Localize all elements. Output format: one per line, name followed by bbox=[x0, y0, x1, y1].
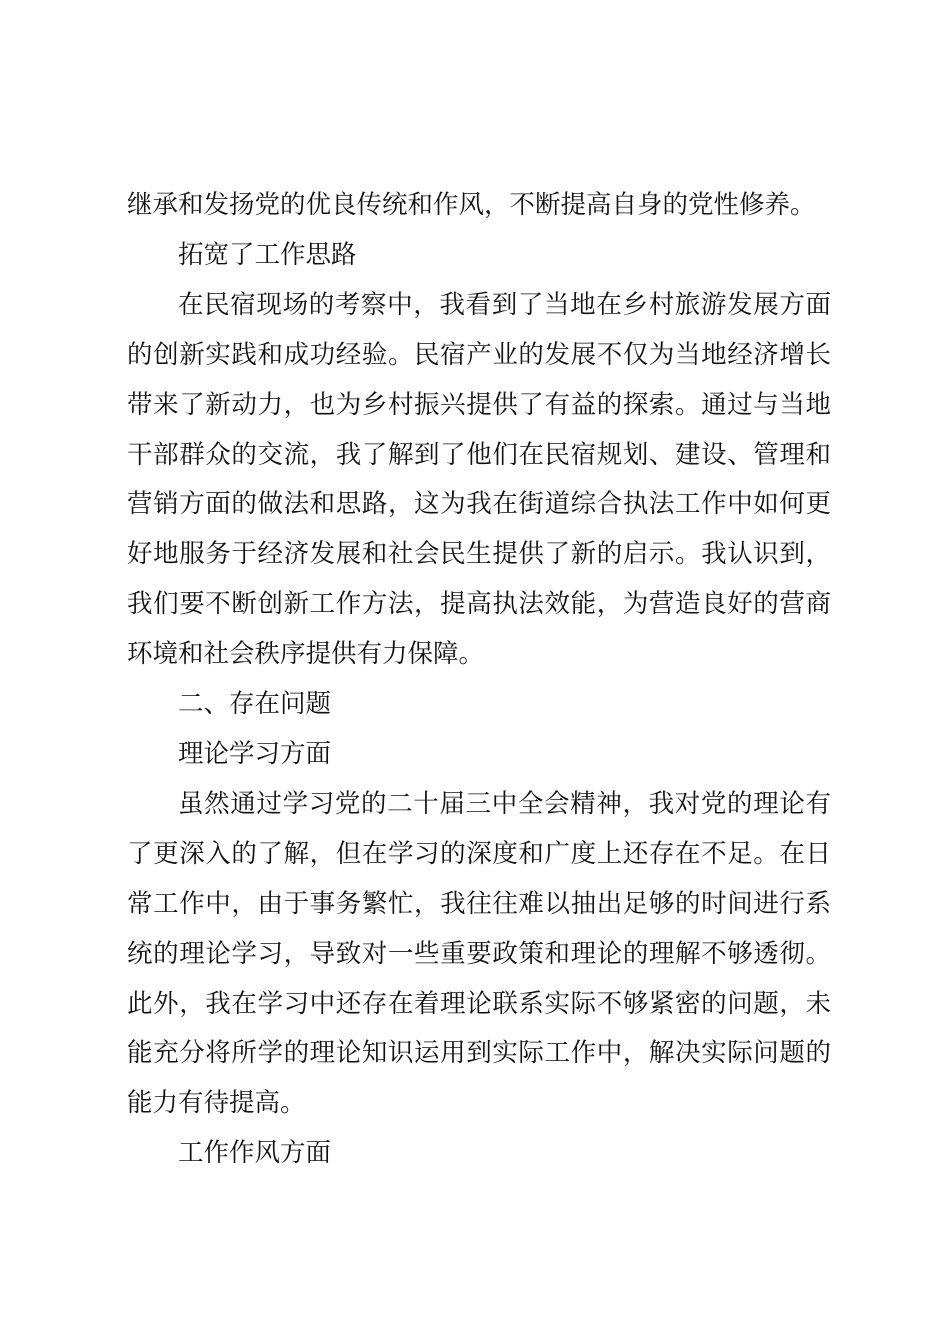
text-line: 了更深入的了解，但在学习的深度和广度上还存在不足。在日 bbox=[127, 838, 831, 869]
body-paragraph-homestay bbox=[127, 281, 831, 680]
text-line: 营销方面的做法和思路，这为我在街道综合执法工作中如何更 bbox=[127, 489, 831, 520]
text-line: 带来了新动力，也为乡村振兴提供了有益的探索。通过与当地 bbox=[127, 389, 831, 420]
document-body bbox=[127, 181, 831, 1179]
text-line: 环境和社会秩序提供有力保障。 bbox=[127, 639, 485, 670]
section-heading-broaden-thinking: 拓宽了工作思路 bbox=[178, 239, 357, 270]
section-heading-theory-study: 理论学习方面 bbox=[178, 738, 332, 769]
text-line: 能力有待提高。 bbox=[127, 1088, 306, 1119]
text-line: 常工作中，由于事务繁忙，我往往难以抽出足够的时间进行系 bbox=[127, 888, 831, 919]
section-heading-problems: 二、存在问题 bbox=[178, 689, 332, 720]
text-line: 干部群众的交流，我了解到了他们在民宿规划、建设、管理和 bbox=[127, 439, 831, 470]
body-paragraph-theory-study bbox=[127, 780, 831, 1129]
section-heading-work-style: 工作作风方面 bbox=[178, 1138, 332, 1169]
text-line: 继承和发扬党的优良传统和作风，不断提高自身的党性修养。 bbox=[127, 190, 816, 220]
text-line: 好地服务于经济发展和社会民生提供了新的启示。我认识到， bbox=[127, 539, 831, 570]
text-line: 在民宿现场的考察中，我看到了当地在乡村旅游发展方面 bbox=[178, 289, 831, 320]
text-line: 虽然通过学习党的二十届三中全会精神，我对党的理论有 bbox=[178, 788, 831, 819]
text-line: 统的理论学习，导致对一些重要政策和理论的理解不够透彻。 bbox=[127, 938, 831, 969]
text-line: 此外，我在学习中还存在着理论联系实际不够紧密的问题，未 bbox=[127, 988, 831, 1019]
text-line: 我们要不断创新工作方法，提高执法效能，为营造良好的营商 bbox=[127, 589, 831, 620]
text-line: 的创新实践和成功经验。民宿产业的发展不仅为当地经济增长 bbox=[127, 339, 831, 370]
text-line: 能充分将所学的理论知识运用到实际工作中，解决实际问题的 bbox=[127, 1038, 831, 1069]
continuation-paragraph bbox=[127, 181, 831, 231]
